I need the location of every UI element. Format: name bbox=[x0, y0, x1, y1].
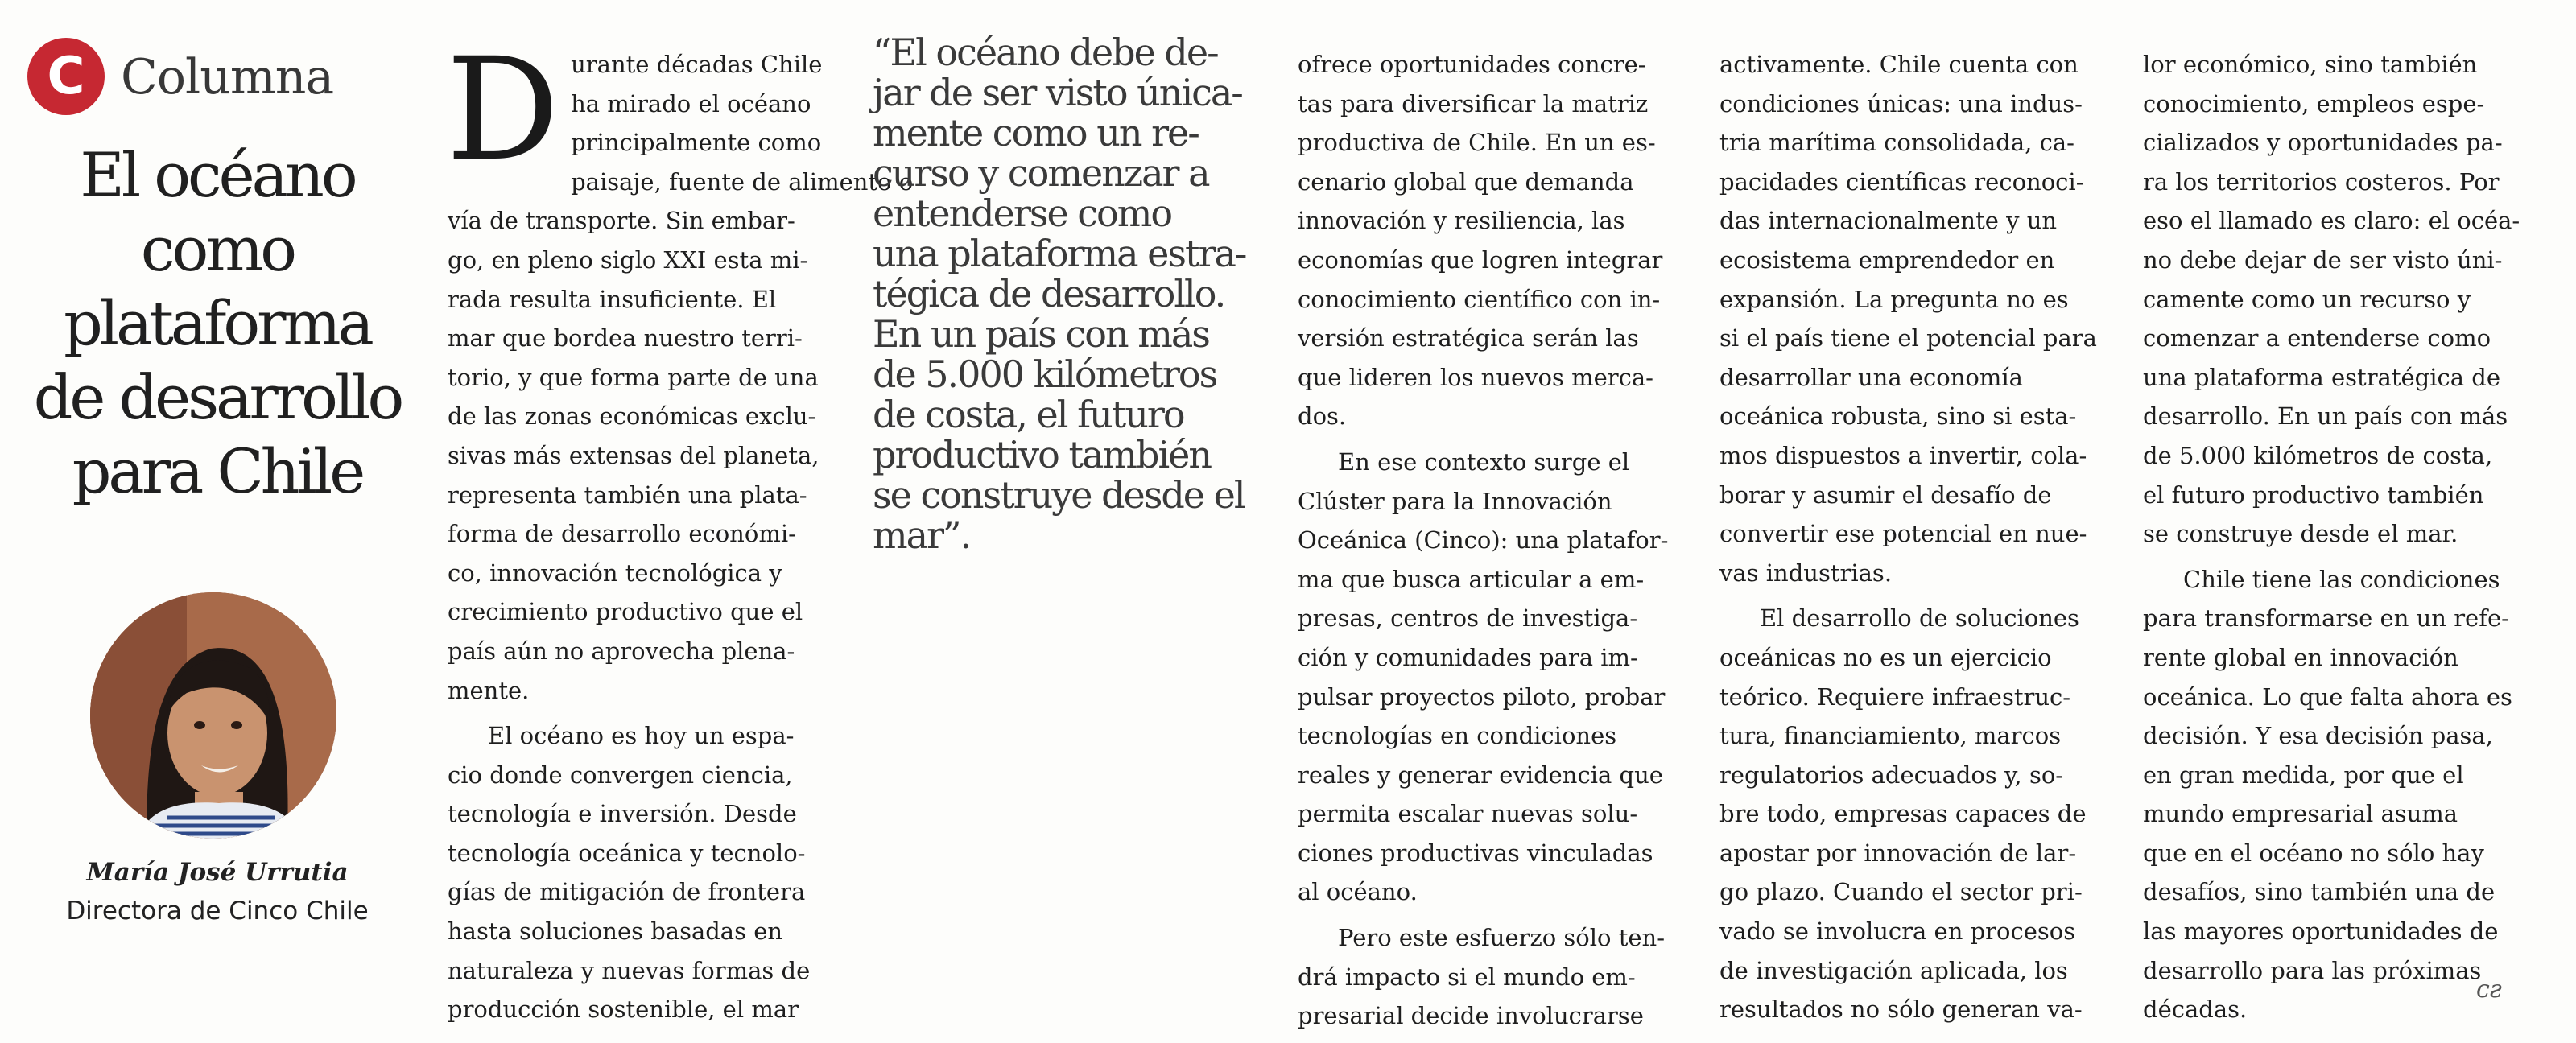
text-line: país aún no aprovecha plena- bbox=[448, 637, 795, 665]
author-portrait-icon bbox=[90, 592, 336, 839]
text-line: El desarrollo de soluciones bbox=[1760, 604, 2079, 633]
quote-line: mente como un re- bbox=[873, 111, 1199, 155]
text-line: resultados no sólo generan va- bbox=[1719, 996, 2083, 1024]
text-line: condiciones únicas: una indus- bbox=[1719, 89, 2083, 117]
text-line: mos dispuestos a invertir, cola- bbox=[1719, 441, 2087, 469]
text-line: oceánicas no es un ejercicio bbox=[1719, 643, 2052, 671]
text-line: las mayores oportunidades de bbox=[2143, 917, 2499, 946]
quote-line: curso y comenzar a bbox=[873, 151, 1209, 195]
text-line: torio, y que forma parte de una bbox=[448, 363, 819, 391]
text-line: de 5.000 kilómetros de costa, bbox=[2143, 441, 2493, 469]
quote-line: tégica de desarrollo. bbox=[873, 272, 1225, 315]
text-line: principalmente como bbox=[571, 129, 822, 157]
text-line: se construye desde el mar. bbox=[2143, 520, 2458, 548]
headline-line: plataforma bbox=[64, 287, 371, 359]
text-line: Pero este esfuerzo sólo ten- bbox=[1338, 924, 1666, 952]
text-line: lor económico, sino también bbox=[2143, 51, 2478, 78]
text-line: si el país tiene el potencial para bbox=[1719, 324, 2097, 352]
text-line: economías que logren integrar bbox=[1298, 245, 1663, 274]
text-line: desafíos, sino también una de bbox=[2143, 878, 2496, 906]
paragraph bbox=[448, 716, 826, 1029]
text-line: tas para diversificar la matriz bbox=[1298, 89, 1649, 117]
author-role: Directora de Cinco Chile bbox=[66, 897, 369, 926]
text-line: el futuro productivo también bbox=[2143, 480, 2484, 509]
text-line: En ese contexto surge el bbox=[1338, 447, 1630, 476]
text-line: das internacionalmente y un bbox=[1719, 207, 2058, 235]
pull-quote bbox=[873, 32, 1275, 555]
text-line: producción sostenible, el mar bbox=[448, 996, 799, 1024]
text-line: cenario global que demanda bbox=[1298, 167, 1634, 196]
text-line: decisión. Y esa decisión pasa, bbox=[2143, 722, 2493, 750]
section-label: Columna bbox=[121, 49, 334, 105]
text-line: eso el llamado es claro: el océa- bbox=[2143, 207, 2520, 235]
paragraph bbox=[1298, 45, 1676, 436]
author-photo bbox=[90, 592, 336, 839]
section-icon: C bbox=[27, 38, 105, 115]
text-line: ma que busca articular a em- bbox=[1298, 565, 1645, 593]
text-line: ra los territorios costeros. Por bbox=[2143, 167, 2500, 196]
quote-line: entenderse como bbox=[873, 192, 1172, 235]
body-column-4 bbox=[1719, 45, 2098, 1029]
text-line: borar y asumir el desafío de bbox=[1719, 480, 2052, 509]
text-line: oceánica. Lo que falta ahora es bbox=[2143, 682, 2512, 711]
text-line: apostar por innovación de lar- bbox=[1719, 839, 2077, 867]
text-line: tria marítima consolidada, ca- bbox=[1719, 129, 2074, 157]
text-line: sivas más extensas del planeta, bbox=[448, 441, 819, 469]
text-line: ofrece oportunidades concre- bbox=[1298, 51, 1646, 78]
text-line: presarial decide involucrarse bbox=[1298, 1002, 1644, 1030]
text-line: bre todo, empresas capaces de bbox=[1719, 800, 2087, 828]
text-line: rada resulta insuficiente. El bbox=[448, 285, 777, 313]
paragraph bbox=[446, 27, 914, 710]
text-line: para transformarse en un refe- bbox=[2143, 604, 2509, 633]
paragraph bbox=[1298, 918, 1676, 1036]
headline-line: para Chile bbox=[72, 435, 363, 507]
text-line: go, en pleno siglo XXI esta mi- bbox=[448, 245, 808, 274]
headline-line: El océano bbox=[80, 139, 355, 211]
quote-line: jar de ser visto única- bbox=[873, 71, 1242, 114]
text-line: pacidades científicas reconoci- bbox=[1719, 167, 2084, 196]
text-line: activamente. Chile cuenta con bbox=[1719, 51, 2079, 78]
author-name: María José Urrutia bbox=[86, 858, 349, 887]
text-line: El océano es hoy un espa- bbox=[488, 722, 795, 750]
text-line: dos. bbox=[1298, 402, 1347, 431]
text-line: que lideren los nuevos merca- bbox=[1298, 363, 1653, 391]
paragraph bbox=[1719, 45, 2098, 592]
quote-line: mar”. bbox=[873, 513, 971, 557]
text-line: regulatorios adecuados y, so- bbox=[1719, 761, 2064, 789]
text-line: tecnología e inversión. Desde bbox=[448, 800, 797, 828]
quote-line: productivo también bbox=[873, 433, 1212, 476]
quote-line: de 5.000 kilómetros bbox=[873, 352, 1217, 396]
text-line: mundo empresarial asuma bbox=[2143, 800, 2458, 828]
text-line: drá impacto si el mundo em- bbox=[1298, 963, 1636, 991]
text-line: camente como un recurso y bbox=[2143, 285, 2471, 313]
text-line: comenzar a entenderse como bbox=[2143, 324, 2491, 352]
headline-line: como bbox=[140, 213, 295, 285]
paragraph bbox=[1298, 443, 1676, 912]
text-line: paisaje, fuente de alimento o bbox=[571, 167, 914, 196]
headline bbox=[16, 138, 419, 509]
text-line: reales y generar evidencia que bbox=[1298, 761, 1663, 789]
text-line: conocimiento, empleos espe- bbox=[2143, 89, 2485, 117]
text-line: mente. bbox=[448, 676, 530, 704]
text-line: convertir ese potencial en nue- bbox=[1719, 520, 2087, 548]
text-line: forma de desarrollo económi- bbox=[448, 520, 796, 548]
body-column-5 bbox=[2143, 45, 2521, 1029]
text-line: vía de transporte. Sin embar- bbox=[448, 207, 795, 235]
body-column-3 bbox=[1298, 45, 1676, 1036]
text-line: al océano. bbox=[1298, 878, 1418, 906]
text-line: tura, financiamiento, marcos bbox=[1719, 722, 2062, 750]
text-line: representa también una plata- bbox=[448, 480, 807, 509]
body-column-1 bbox=[446, 27, 914, 1029]
text-line: cio donde convergen ciencia, bbox=[448, 761, 793, 789]
quote-line: de costa, el futuro bbox=[873, 393, 1184, 436]
text-line: productiva de Chile. En un es- bbox=[1298, 129, 1656, 157]
text-line: no debe dejar de ser visto úni- bbox=[2143, 245, 2503, 274]
text-line: de las zonas económicas exclu- bbox=[448, 402, 816, 431]
text-line: vado se involucra en procesos bbox=[1719, 917, 2076, 946]
text-line: cializados y oportunidades pa- bbox=[2143, 129, 2503, 157]
text-line: innovación y resiliencia, las bbox=[1298, 207, 1625, 235]
text-line: presas, centros de investiga- bbox=[1298, 604, 1638, 633]
text-line: ción y comunidades para im- bbox=[1298, 643, 1638, 671]
paragraph bbox=[2143, 560, 2521, 1029]
text-line: permita escalar nuevas solu- bbox=[1298, 800, 1638, 828]
text-line: que en el océano no sólo hay bbox=[2143, 839, 2484, 867]
text-line: décadas. bbox=[2143, 996, 2248, 1024]
text-line: hasta soluciones basadas en bbox=[448, 917, 783, 946]
text-line: una plataforma estratégica de bbox=[2143, 363, 2500, 391]
text-line: desarrollar una economía bbox=[1719, 363, 2023, 391]
paragraph bbox=[2143, 45, 2521, 554]
text-line: expansión. La pregunta no es bbox=[1719, 285, 2069, 313]
text-line: ha mirado el océano bbox=[571, 89, 811, 117]
quote-line: una plataforma estra- bbox=[873, 232, 1246, 275]
text-line: rente global en innovación bbox=[2143, 643, 2458, 671]
quote-line: se construye desde el bbox=[873, 473, 1245, 517]
text-line: ciones productivas vinculadas bbox=[1298, 839, 1653, 867]
text-line: oceánica robusta, sino si esta- bbox=[1719, 402, 2077, 431]
text-line: versión estratégica serán las bbox=[1298, 324, 1639, 352]
text-line: teórico. Requiere infraestruc- bbox=[1719, 682, 2071, 711]
drop-cap: D bbox=[446, 27, 560, 192]
text-line: vas industrias. bbox=[1719, 559, 1893, 587]
text-line: desarrollo. En un país con más bbox=[2143, 402, 2508, 431]
text-line: Clúster para la Innovación bbox=[1298, 487, 1612, 515]
text-line: tecnología oceánica y tecnolo- bbox=[448, 839, 806, 867]
quote-line: En un país con más bbox=[873, 312, 1209, 356]
text-line: Chile tiene las condiciones bbox=[2183, 565, 2500, 593]
text-line: conocimiento científico con in- bbox=[1298, 285, 1661, 313]
text-line: ecosistema emprendedor en bbox=[1719, 245, 2055, 274]
text-line: tecnologías en condiciones bbox=[1298, 722, 1617, 750]
text-line: pulsar proyectos piloto, probar bbox=[1298, 682, 1666, 711]
text-line: mar que bordea nuestro terri- bbox=[448, 324, 803, 352]
text-line: en gran medida, por que el bbox=[2143, 761, 2464, 789]
text-line: co, innovación tecnológica y bbox=[448, 559, 782, 587]
text-line: crecimiento productivo que el bbox=[448, 598, 803, 626]
paragraph bbox=[1719, 599, 2098, 1029]
text-line: naturaleza y nuevas formas de bbox=[448, 956, 811, 984]
text-line: gías de mitigación de frontera bbox=[448, 878, 806, 906]
text-line: urante décadas Chile bbox=[571, 51, 823, 78]
text-line: Oceánica (Cinco): una platafor- bbox=[1298, 526, 1669, 554]
quote-line: “El océano debe de- bbox=[873, 31, 1218, 74]
end-mark-icon: ᴄƨ bbox=[2476, 975, 2503, 1004]
text-line: desarrollo para las próximas bbox=[2143, 956, 2482, 984]
text-line: de investigación aplicada, los bbox=[1719, 956, 2068, 984]
headline-line: de desarrollo bbox=[33, 361, 402, 433]
text-line: go plazo. Cuando el sector pri- bbox=[1719, 878, 2083, 906]
